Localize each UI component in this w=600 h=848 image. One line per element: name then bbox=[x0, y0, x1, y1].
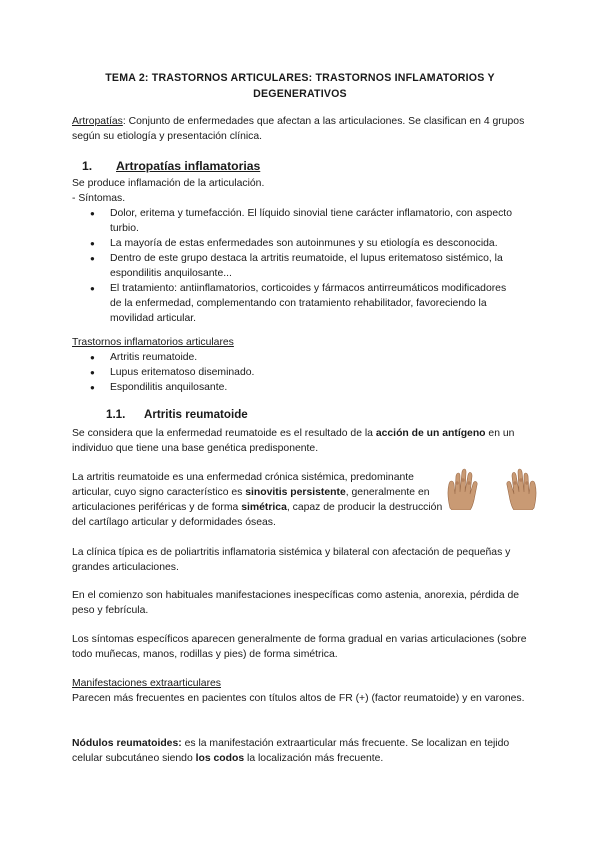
extraarticular-block bbox=[72, 676, 534, 706]
list-item: ● Espondilitis anquilosante. bbox=[72, 380, 534, 395]
section-1-line2: - Síntomas. bbox=[72, 193, 126, 204]
intro-term: Artropatías bbox=[72, 116, 123, 127]
extraarticular-heading: Manifestaciones extraarticulares bbox=[72, 678, 222, 689]
trastornos-list bbox=[72, 350, 534, 395]
list-item: ● La mayoría de estas enfermedades son autoinmunes y su etiología es desconocida. bbox=[72, 236, 512, 251]
section-1-body bbox=[72, 176, 534, 326]
trastornos-block bbox=[72, 335, 534, 395]
rheumatoid-hands-image bbox=[444, 466, 540, 510]
section-1-1-heading: 1.1. Artritis reumatoide bbox=[106, 408, 248, 421]
intro-paragraph bbox=[72, 114, 534, 144]
intro-text: : Conjunto de enfermedades que afectan a las articulaciones. Se clasifican en 4 grupos según su etiología y presentación clínica. bbox=[72, 116, 525, 142]
list-item: ● El tratamiento: antiinflamatorios, corticoides y fármacos antirreumáticos modificadores de la enfermedad, complementando con tratamiento rehabilitador, favoreciendo la movilidad articular. bbox=[72, 281, 512, 326]
list-item: ● Artritis reumatoide. bbox=[72, 350, 534, 365]
list-item: ● Dolor, eritema y tumefacción. El líquido sinovial tiene carácter inflamatorio, con aspecto turbio. bbox=[72, 206, 512, 236]
document-title: TEMA 2: TRASTORNOS ARTICULARES: TRASTORNOS INFLAMATORIOS Y DEGENERATIVOS bbox=[105, 72, 495, 100]
list-item: ● Lupus eritematoso diseminado. bbox=[72, 365, 534, 380]
extraarticular-paragraph-1: Parecen más frecuentes en pacientes con títulos altos de FR (+) (factor reumatoide) y en varones. bbox=[72, 693, 525, 704]
trastornos-heading: Trastornos inflamatorios articulares bbox=[72, 337, 234, 348]
nodulos-paragraph: Nódulos reumatoides: es la manifestación extraarticular más frecuente. Se localizan en tejido celular subcutáneo siendo los codos la localización más frecuente. bbox=[72, 738, 510, 764]
ar-paragraph-4: En el comienzo son habituales manifestaciones inespecíficas como astenia, anorexia, pérdida de peso y febrícula. bbox=[72, 590, 520, 616]
section-1-heading: 1. Artropatías inflamatorias bbox=[82, 159, 261, 173]
section-1-line1: Se produce inflamación de la articulación. bbox=[72, 178, 265, 189]
ar-paragraph-5: Los síntomas específicos aparecen generalmente de forma gradual en varias articulaciones (sobre todo muñecas, manos, rodillas y pies) de forma simétrica. bbox=[72, 634, 527, 660]
ar-paragraph-1: Se considera que la enfermedad reumatoide es el resultado de la acción de un antígeno en un individuo que tiene una base genética predisponente. bbox=[72, 428, 515, 454]
ar-paragraph-2: La artritis reumatoide es una enfermedad crónica sistémica, predominante articular, cuyo signo característico es sinovitis persistente, generalmente en articulaciones periféricas y de forma simétrica, capaz de producir la destrucción del cartílago articular y deformidades óseas. bbox=[72, 472, 443, 528]
list-item: ● Dentro de este grupo destaca la artritis reumatoide, el lupus eritematoso sistémico, la espondilitis anquilosante... bbox=[72, 251, 512, 281]
symptoms-list bbox=[72, 206, 512, 326]
ar-paragraph-3: La clínica típica es de poliartritis inflamatoria sistémica y bilateral con afectación de pequeñas y grandes articulaciones. bbox=[72, 547, 511, 573]
